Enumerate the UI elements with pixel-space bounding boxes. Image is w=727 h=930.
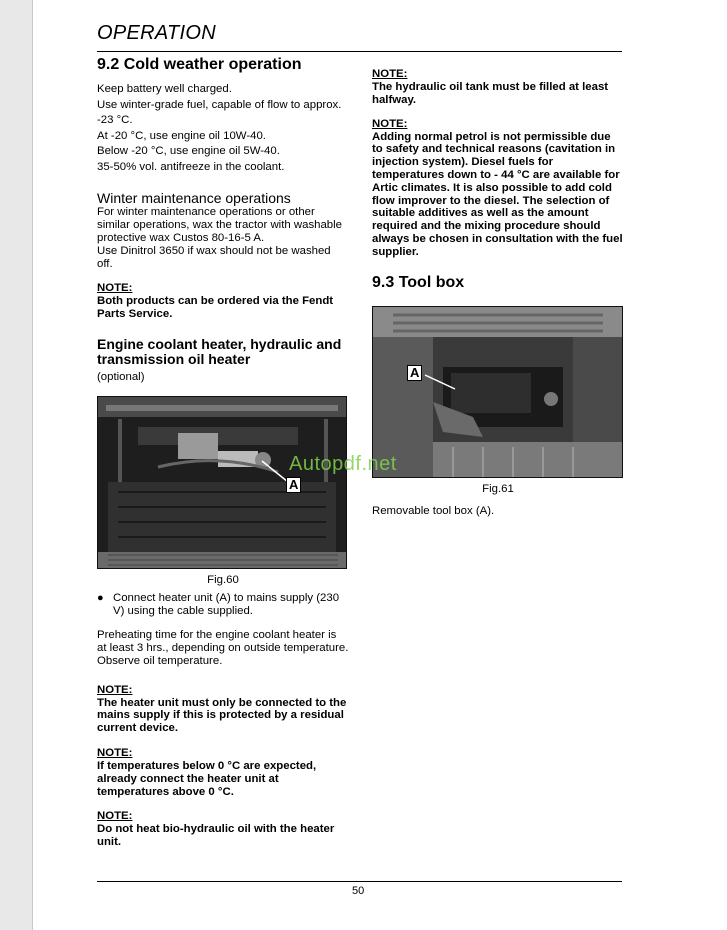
figure-61-caption: Fig.61 [482, 482, 514, 495]
note-text: If temperatures below 0 °C are expected, already connect the heater unit at temperatures above 0 °C. [97, 759, 317, 798]
heater-photo-illustration [98, 397, 346, 568]
figure-60-callout-a: A [286, 477, 301, 493]
note-text: Both products can be ordered via the Fendt Parts Service. [97, 295, 334, 320]
heater-heading: Engine coolant heater, hydraulic and transmission oil heater [97, 335, 342, 367]
winter-maintenance-heading: Winter maintenance operations [97, 190, 291, 206]
figure-60-code [340, 560, 344, 567]
bullet-icon: ● [97, 591, 104, 604]
toolbox-text: Removable tool box (A). [372, 504, 495, 517]
section-title-cold-weather: 9.2 Cold weather operation [97, 56, 302, 73]
note-label: NOTE: [97, 746, 133, 759]
figure-61-callout-a: A [407, 365, 422, 381]
note-text: Do not heat bio-hydraulic oil with the heater unit. [97, 823, 335, 849]
intro-line: 35-50% vol. antifreeze in the coolant. [97, 160, 285, 173]
bullet-item [97, 592, 349, 618]
intro-line: Below -20 °C, use engine oil 5W-40. [97, 145, 280, 157]
header-divider [97, 51, 622, 52]
intro-line: Keep battery well charged. [97, 83, 232, 95]
note-label: NOTE: [97, 810, 133, 823]
note-label: NOTE: [97, 282, 133, 294]
watermark-text: Autopdf.net [289, 453, 397, 475]
figure-60-caption: Fig.60 [207, 573, 239, 586]
note-text: The hydraulic oil tank must be filled at least halfway. [372, 81, 609, 106]
figure-60-photo [97, 396, 347, 569]
figure-61-photo [372, 306, 623, 478]
intro-line: At -20 °C, use engine oil 10W-40. [97, 129, 266, 142]
note-label: NOTE: [97, 683, 133, 696]
note-text: Adding normal petrol is not permissible due to safety and technical reasons (cavitation in injection system). Diesel fuels for temperatures down to - 44 °C are available for Artic climates. It is also possible to add cold flow improver to the diesel. The selection of suitable additives as well as the amount required and the mixing procedure should always be chosen in consultation with the fuel supplier. [372, 130, 623, 258]
page-number: 50 [352, 885, 365, 897]
right-column [372, 68, 624, 518]
note-text: The heater unit must only be connected to the mains supply if this is protected by a residual current device. [97, 696, 347, 735]
intro-line: Use winter-grade fuel, capable of flow to approx. [97, 98, 342, 111]
preheat-text: Preheating time for the engine coolant heater is at least 3 hrs., depending on outside temperature. Observe oil temperature. [97, 628, 349, 667]
footer-divider [97, 881, 622, 882]
heater-optional: (optional) [97, 370, 145, 383]
intro-line: -23 °C. [97, 114, 133, 126]
winter-text: For winter maintenance operations or other similar operations, wax the tractor with washable protective wax Custos 80-16-5 A. [97, 206, 343, 244]
winter-text-2: Use Dinitrol 3650 if wax should not be washed off. [97, 245, 331, 270]
bullet-text: Connect heater unit (A) to mains supply (230 V) using the cable supplied. [113, 591, 340, 617]
intro-list [97, 82, 349, 175]
page-header-title: OPERATION [97, 22, 217, 44]
section-title-tool-box: 9.3 Tool box [372, 273, 465, 291]
note-label: NOTE: [372, 68, 408, 80]
note-label: NOTE: [372, 117, 408, 130]
toolbox-photo-illustration [373, 307, 622, 477]
